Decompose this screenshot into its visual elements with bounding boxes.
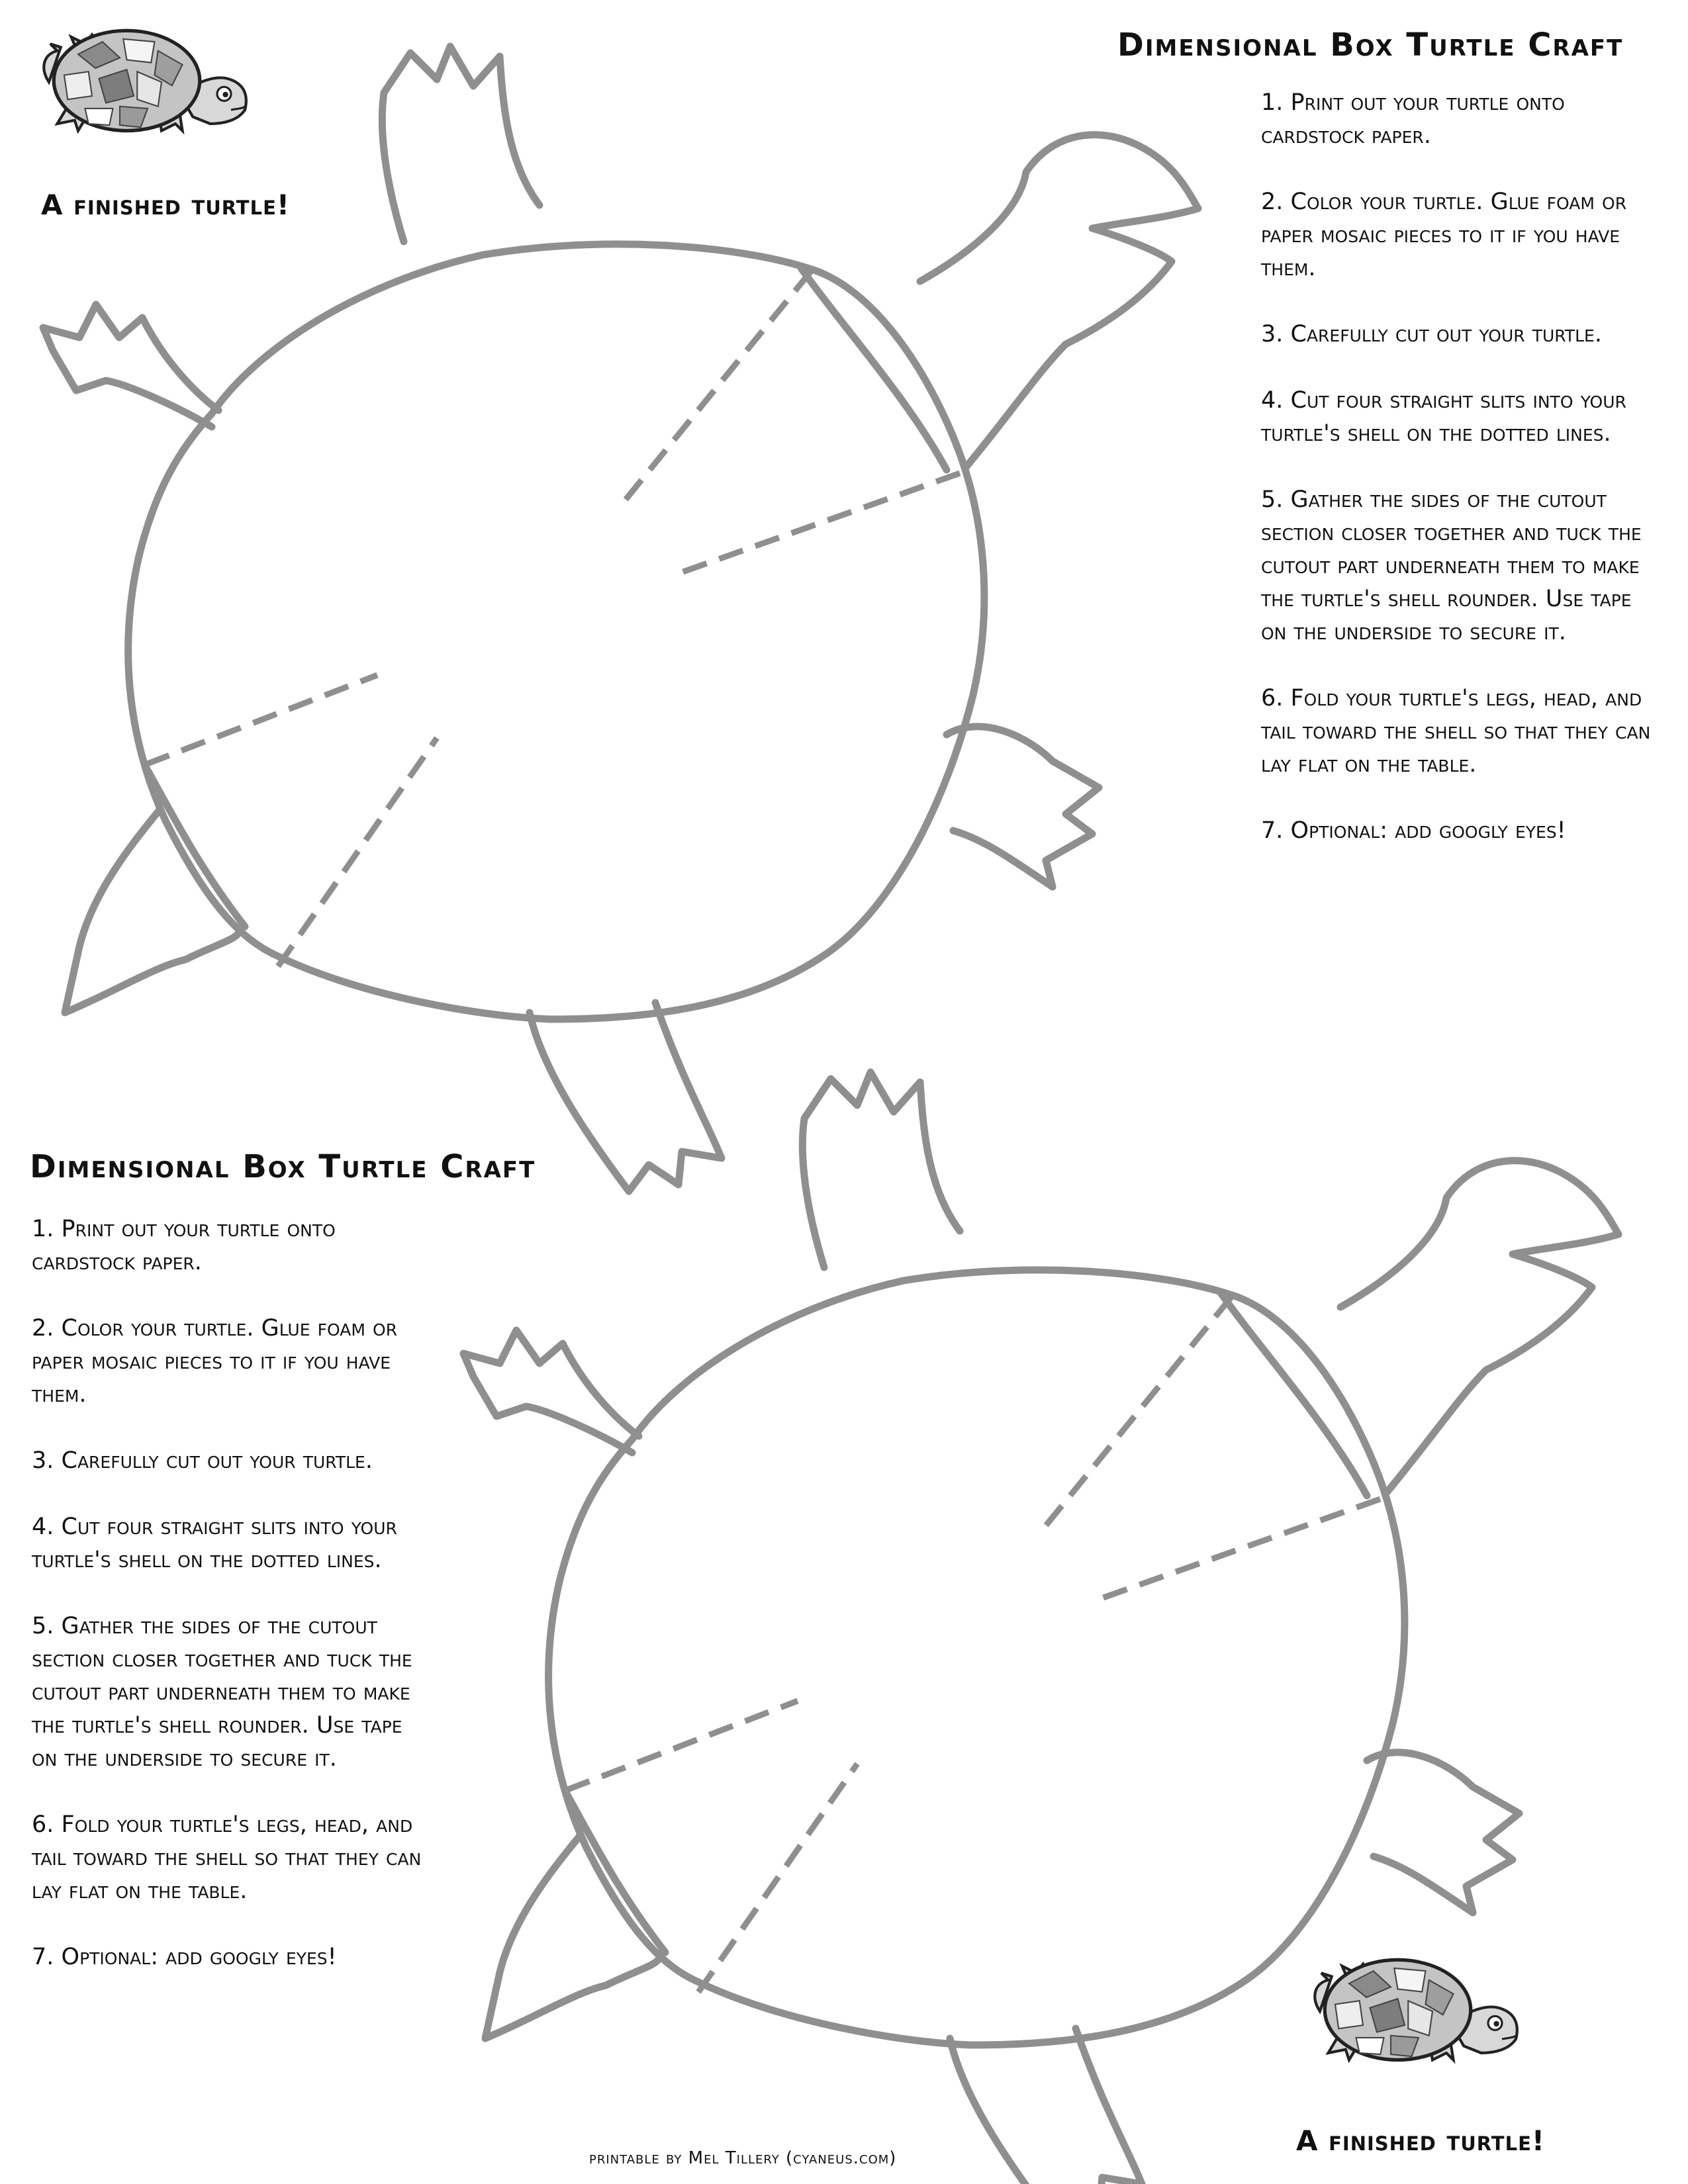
bottom-step-5: 5. Gather the sides of the cutout section closer together and tuck the cutout part underneath them to make the turtle's shell rounder. Use tape on the underside to secure it. [32, 1613, 412, 1772]
finished-turtle-illustration-bottom [1315, 1960, 1517, 2060]
bottom-title: Dimensional Box Turtle Craft [30, 1148, 536, 1185]
bottom-steps [32, 1212, 429, 2007]
top-title: Dimensional Box Turtle Craft [1117, 26, 1624, 64]
bottom-step-3: 3. Carefully cut out your turtle. [32, 1447, 373, 1474]
bottom-step-4: 4. Cut four straight slits into your turtle's shell on the dotted lines. [32, 1514, 397, 1573]
top-step-4: 4. Cut four straight slits into your turtle's shell on the dotted lines. [1261, 387, 1626, 447]
top-step-7: 7. Optional: add googly eyes! [1261, 817, 1566, 844]
finished-turtle-illustration-top [44, 30, 246, 130]
bottom-step-6: 6. Fold your turtle's legs, head, and tail toward the shell so that they can lay flat on the table. [32, 1811, 422, 1904]
top-steps [1261, 86, 1658, 880]
credit-line: printable by Mel Tillery (cyaneus.com) [589, 2148, 897, 2168]
top-step-1: 1. Print out your turtle onto cardstock paper. [1261, 89, 1565, 149]
top-step-3: 3. Carefully cut out your turtle. [1261, 321, 1602, 347]
bottom-finished-label: A finished turtle! [1296, 2124, 1546, 2157]
top-step-6: 6. Fold your turtle's legs, head, and tail toward the shell so that they can lay flat on the table. [1261, 685, 1651, 778]
top-step-2: 2. Color your turtle. Glue foam or paper mosaic pieces to it if you have them. [1261, 189, 1627, 281]
top-finished-label: A finished turtle! [41, 189, 291, 221]
bottom-step-2: 2. Color your turtle. Glue foam or paper mosaic pieces to it if you have them. [32, 1315, 398, 1408]
top-step-5: 5. Gather the sides of the cutout section closer together and tuck the cutout part underneath them to make the turtle's shell rounder. Use tape on the underside to secure it. [1261, 486, 1642, 645]
bottom-step-7: 7. Optional: add googly eyes! [32, 1944, 337, 1970]
bottom-step-1: 1. Print out your turtle onto cardstock paper. [32, 1216, 336, 1275]
